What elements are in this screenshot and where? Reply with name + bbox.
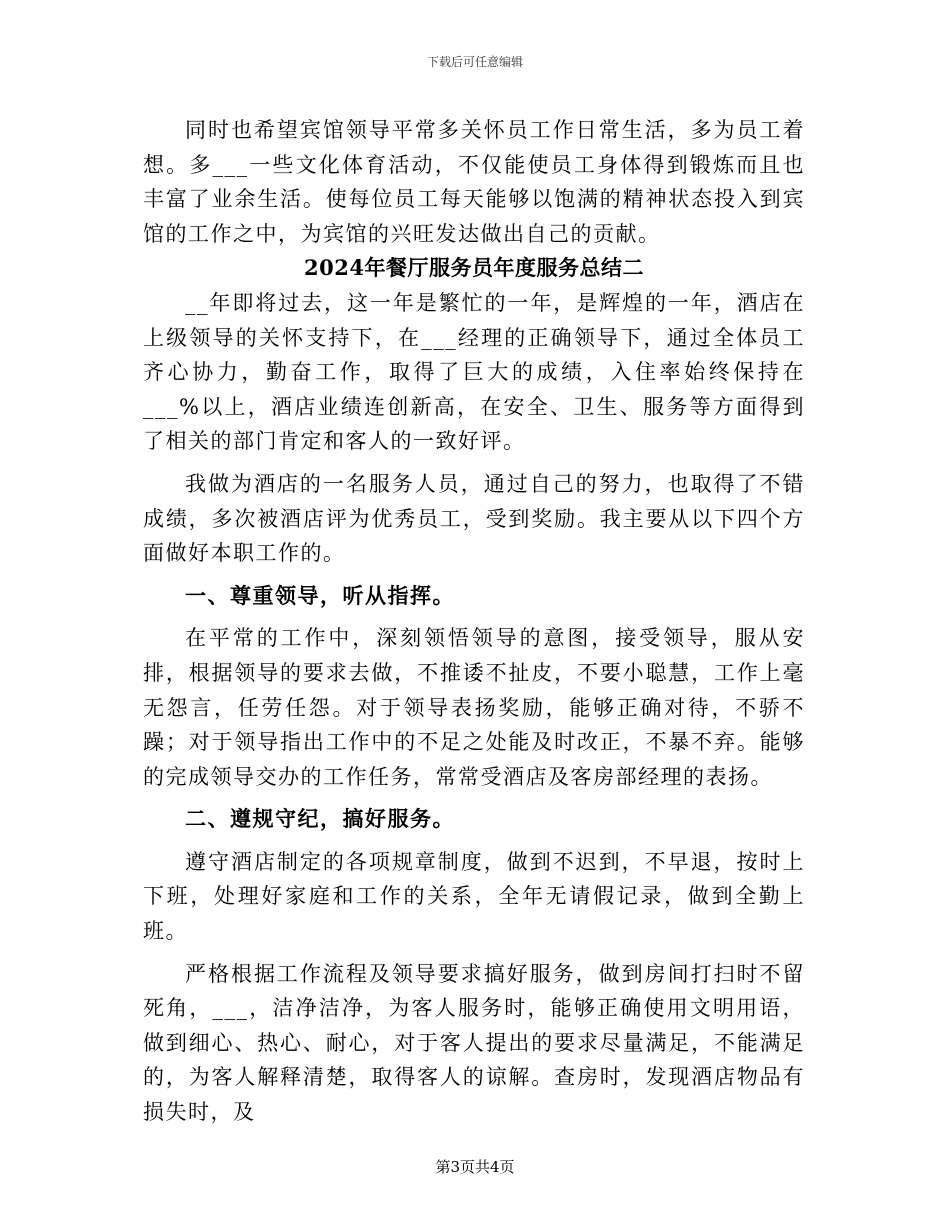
section-title: 2024年餐厅服务员年度服务总结二	[304, 255, 644, 281]
paragraph-1: 同时也希望宾馆领导平常多关怀员工作日常生活，多为员工着想。多___一些文化体育活动，不仅能使员工身体得到锻炼而且也丰富了业余生活。使每位员工每天能够以饱满的精神状态投入到宾馆的工作之中，为宾馆的兴旺发达做出自己的贡献。	[143, 118, 805, 246]
paragraph-6: 严格根据工作流程及领导要求搞好服务，做到房间打扫时不留死角，___，洁净洁净，为客人服务时，能够正确使用文明用语，做到细心、热心、耐心，对于客人提出的要求尽量满足，不能满足的，为客人解释清楚，取得客人的谅解。查房时，发现酒店物品有损失时，及	[143, 961, 805, 1125]
paragraph-4: 在平常的工作中，深刻领悟领导的意图，接受领导，服从安排，根据领导的要求去做，不推诿不扯皮，不要小聪慧，工作上毫无怨言，任劳任怨。对于领导表扬奖励，能够正确对待，不骄不躁；对于领导指出工作中的不足之处能及时改正，不暴不弃。能够的完成领导交办的工作任务，常常受酒店及客房部经理的表扬。	[143, 626, 805, 789]
paragraph-5: 遵守酒店制定的各项规章制度，做到不迟到，不早退，按时上下班，处理好家庭和工作的关系，全年无请假记录，做到全勤上班。	[143, 849, 805, 944]
page-header: 下载后可任意编辑	[426, 55, 523, 69]
paragraph-2: __年即将过去，这一年是繁忙的一年，是辉煌的一年，酒店在上级领导的关怀支持下，在___经理的正确领导下，通过全体员工齐心协力，勤奋工作，取得了巨大的成绩，入住率始终保持在___%以上，酒店业绩连创新高，在安全、卫生、服务等方面得到了相关的部门肯定和客人的一致好评。	[143, 290, 805, 454]
paragraph-3: 我做为酒店的一名服务人员，通过自己的努力，也取得了不错成绩，多次被酒店评为优秀员工，受到奖励。我主要从以下四个方面做好本职工作的。	[143, 471, 805, 566]
page-footer: 第3页共4页	[435, 1158, 515, 1176]
heading-1: 一、尊重领导，听从指挥。	[185, 582, 455, 608]
document-body	[143, 113, 805, 1130]
heading-2: 二、遵规守纪，搞好服务。	[185, 806, 455, 832]
